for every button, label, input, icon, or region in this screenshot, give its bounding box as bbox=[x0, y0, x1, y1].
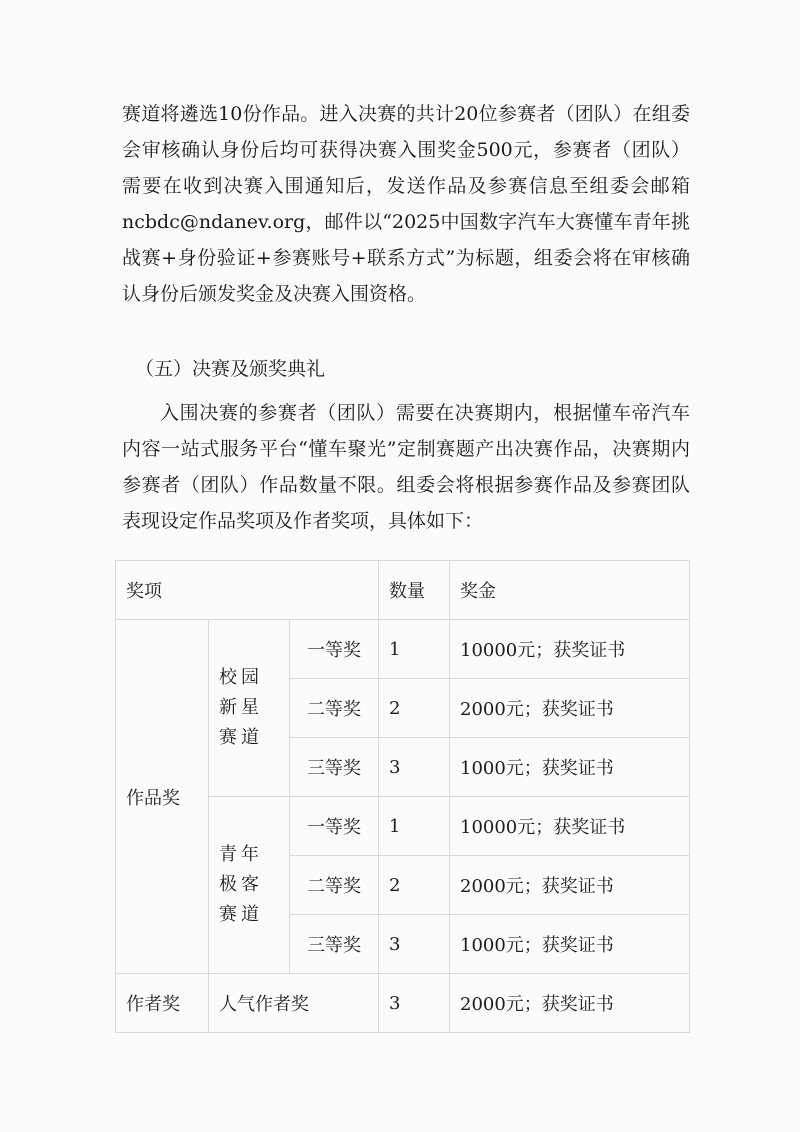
track-name: 青年极客赛道 bbox=[209, 797, 290, 974]
table-header-row bbox=[116, 561, 690, 620]
paragraph-final-entry: 赛道将遴选10份作品。进入决赛的共计20位参赛者（团队）在组委会审核确认身份后均可获得决赛入围奖金500元，参赛者（团队）需要在收到决赛入围通知后，发送作品及参赛信息至组委会邮箱ncbdc@ndanev.org，邮件以“2025中国数字汽车大赛懂车青年挑战赛+身份验证+参赛账号+联系方式”为标题，组委会将在审核确认身份后颁发奖金及决赛入围资格。 bbox=[122, 103, 690, 305]
award-quantity: 3 bbox=[379, 738, 450, 797]
award-level: 三等奖 bbox=[290, 738, 379, 797]
header-prize: 奖金 bbox=[450, 561, 690, 620]
award-prize: 10000元；获奖证书 bbox=[450, 620, 690, 679]
award-prize: 2000元；获奖证书 bbox=[450, 856, 690, 915]
header-quantity: 数量 bbox=[379, 561, 450, 620]
award-quantity: 3 bbox=[379, 915, 450, 974]
section-heading-finals: （五）决赛及颁奖典礼 bbox=[135, 358, 326, 380]
award-quantity: 2 bbox=[379, 856, 450, 915]
track-name: 校园新星赛道 bbox=[209, 620, 290, 797]
award-quantity: 2 bbox=[379, 679, 450, 738]
award-prize: 2000元；获奖证书 bbox=[450, 679, 690, 738]
award-prize: 1000元；获奖证书 bbox=[450, 738, 690, 797]
table-row bbox=[116, 620, 690, 679]
award-level: 一等奖 bbox=[290, 620, 379, 679]
award-quantity: 3 bbox=[379, 974, 450, 1033]
award-level: 三等奖 bbox=[290, 915, 379, 974]
author-award-name: 人气作者奖 bbox=[209, 974, 379, 1033]
paragraph-finals-description: 入围决赛的参赛者（团队）需要在决赛期内，根据懂车帝汽车内容一站式服务平台“懂车聚光”定制赛题产出决赛作品，决赛期内参赛者（团队）作品数量不限。组委会将根据参赛作品及参赛团队表现设定作品奖项及作者奖项，具体如下： bbox=[122, 402, 690, 532]
award-prize: 1000元；获奖证书 bbox=[450, 915, 690, 974]
award-prize: 10000元；获奖证书 bbox=[450, 797, 690, 856]
author-award-cell: 作者奖 bbox=[116, 974, 209, 1033]
header-award: 奖项 bbox=[116, 561, 379, 620]
award-quantity: 1 bbox=[379, 797, 450, 856]
prize-table bbox=[115, 560, 690, 1033]
table-row bbox=[116, 974, 690, 1033]
award-quantity: 1 bbox=[379, 620, 450, 679]
award-level: 二等奖 bbox=[290, 856, 379, 915]
award-level: 二等奖 bbox=[290, 679, 379, 738]
work-award-cell: 作品奖 bbox=[116, 620, 209, 974]
award-prize: 2000元；获奖证书 bbox=[450, 974, 690, 1033]
award-level: 一等奖 bbox=[290, 797, 379, 856]
